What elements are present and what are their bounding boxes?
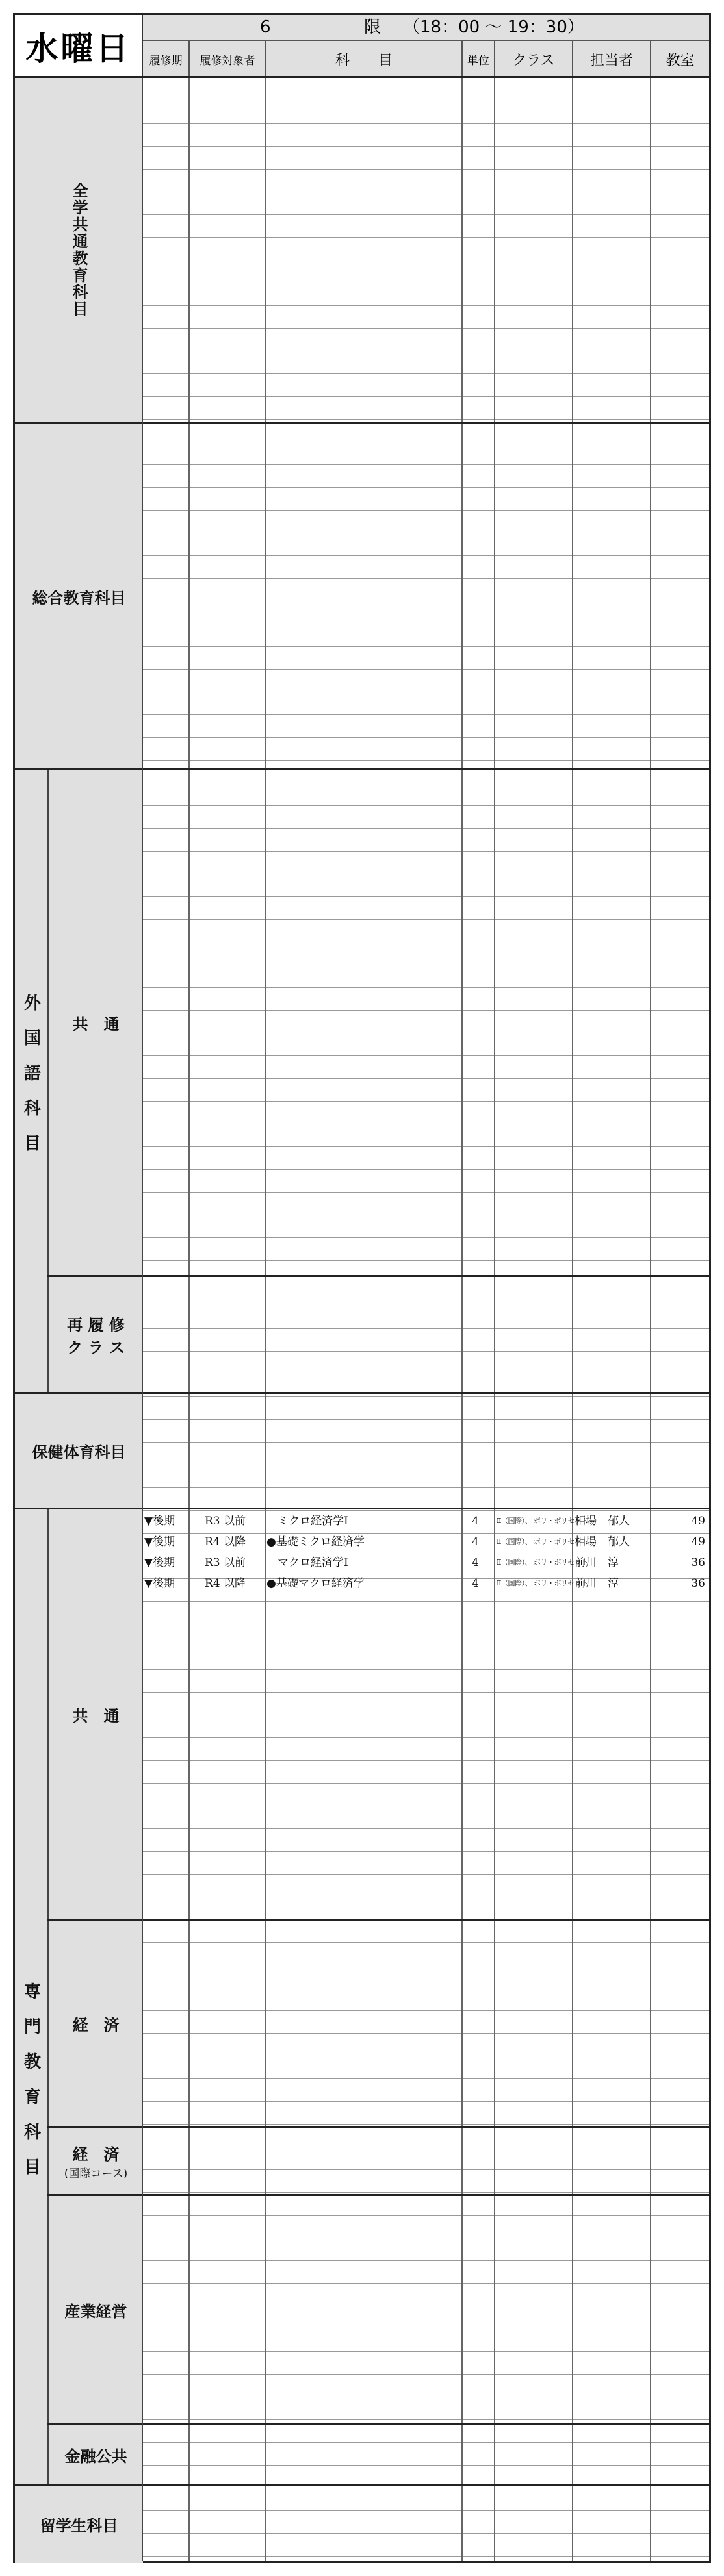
grid-row-line (143, 1237, 709, 1238)
course-teacher: 前川 淳 (575, 1577, 619, 1590)
grid-row-line (143, 419, 709, 420)
section-senmon-kyotsu: 共 通 (49, 1509, 143, 1919)
grid-row-line (143, 2010, 709, 2011)
grid-row-line (143, 214, 709, 215)
grid-column-line (572, 78, 573, 2561)
grid-row-line (143, 1760, 709, 1761)
course-row (143, 1511, 709, 1532)
section-gaikokugo: 外国語科目 (15, 770, 47, 1392)
grid-row-line (143, 1851, 709, 1852)
section-sogo: 総合教育科目 (15, 424, 143, 768)
course-list (143, 1509, 709, 1600)
course-units: 4 (472, 1577, 479, 1590)
grid-column-line (188, 78, 190, 2561)
grid-row-line (143, 1328, 709, 1329)
section-senmon: 専門教育科目 (15, 1509, 47, 2484)
grid-row-line (143, 510, 709, 511)
grid-row-line (143, 987, 709, 988)
grid-row-line (143, 1419, 709, 1420)
section-zengaku: 全学共通教育科目 (15, 78, 143, 422)
grid-row-line (143, 2192, 709, 2193)
day-title: 水曜日 (15, 15, 143, 77)
period-bar (143, 15, 709, 41)
grid-row-line (143, 123, 709, 124)
col-semester: 履修期 (143, 41, 188, 77)
course-room: 36 (691, 1577, 705, 1590)
grid-row-line (143, 1010, 709, 1011)
section-senmon-kinyu: 金融公共 (49, 2425, 143, 2484)
course-room: 49 (691, 1535, 705, 1548)
col-room: 教室 (650, 41, 709, 77)
grid-row-line (143, 146, 709, 147)
course-subject: ●基礎マクロ経済学 (266, 1577, 365, 1590)
course-target: R4 以降 (205, 1577, 246, 1590)
period-time: （18：00 〜 19：30） (403, 18, 584, 37)
course-teacher: 相場 郁人 (575, 1535, 630, 1548)
grid-row-line (143, 2419, 709, 2420)
grid-row-line (143, 2033, 709, 2034)
grid-column-line (494, 78, 495, 2561)
grid-row-line (143, 2533, 709, 2534)
grid-row-line (143, 2351, 709, 2352)
period-kanji: 限 (364, 18, 381, 37)
course-semester: ▼後期 (144, 1577, 175, 1590)
grid-column-line (650, 78, 651, 2561)
grid-row-line (143, 1692, 709, 1693)
grid-row-line (143, 328, 709, 329)
grid-row-line (143, 2169, 709, 2170)
course-subject: マクロ経済学Ⅰ (266, 1556, 348, 1569)
course-semester: ▼後期 (144, 1535, 175, 1548)
grid-row-line (143, 1260, 709, 1261)
course-units: 4 (472, 1556, 479, 1569)
section-ryugakusei: 留学生科目 (15, 2486, 143, 2563)
grid-row-line (143, 1828, 709, 1829)
col-teacher: 担当者 (572, 41, 650, 77)
grid-row-line (143, 851, 709, 852)
grid-row-line (143, 737, 709, 738)
section-senmon-keizai: 経 済 (49, 1921, 143, 2126)
col-class: クラス (494, 41, 572, 77)
grid-row-line (143, 1737, 709, 1738)
course-teacher: 相場 郁人 (575, 1515, 630, 1528)
course-units: 4 (472, 1515, 479, 1528)
grid-row-line (143, 487, 709, 488)
schedule-grid (143, 78, 709, 2561)
section-senmon-sangyo: 産業経営 (49, 2196, 143, 2423)
sairishu-line1: 再 履 修 (67, 1315, 125, 1334)
grid-row-line (143, 2556, 709, 2557)
period-number: 6 (260, 18, 271, 37)
course-room: 36 (691, 1556, 705, 1569)
grid-row-line (143, 714, 709, 715)
col-subject: 科 目 (265, 41, 461, 77)
sairishu-line2: ク ラ ス (67, 1338, 125, 1357)
grid-row-line (143, 669, 709, 670)
grid-row-line (143, 2510, 709, 2511)
grid-row-line (143, 805, 709, 806)
col-units: 単位 (461, 41, 494, 77)
grid-row-line (143, 1396, 709, 1397)
grid-row-line (143, 1078, 709, 1079)
course-subject: ミクロ経済学Ⅰ (266, 1515, 348, 1528)
grid-row-line (143, 2215, 709, 2216)
grid-column-line (265, 78, 266, 2561)
grid-row-line (143, 2374, 709, 2375)
course-semester: ▼後期 (144, 1556, 175, 1569)
grid-row-line (143, 1442, 709, 1443)
course-class: Ⅱ（国際）、 ポリ・ポリセット (497, 1517, 588, 1525)
course-room: 49 (691, 1515, 705, 1528)
grid-row-line (143, 1055, 709, 1056)
grid-row-line (143, 2101, 709, 2102)
course-row (143, 1573, 709, 1594)
course-row (143, 1532, 709, 1552)
col-target: 履修対象者 (188, 41, 265, 77)
course-class: Ⅱ（国際）、 ポリ・ポリセット (497, 1579, 588, 1587)
grid-row-line (143, 396, 709, 397)
grid-row-line (143, 2260, 709, 2261)
grid-column-line (461, 78, 463, 2561)
grid-row-line (143, 1783, 709, 1784)
course-target: R3 以前 (205, 1556, 246, 1569)
grid-row-line (143, 919, 709, 920)
section-gaikokugo-kyotsu: 共 通 (49, 770, 143, 1275)
grid-row-line (143, 555, 709, 556)
grid-row-line (143, 828, 709, 829)
course-teacher: 前川 淳 (575, 1556, 619, 1569)
course-row (143, 1552, 709, 1573)
grid-row-line (143, 2465, 709, 2466)
grid-row-line (143, 2124, 709, 2125)
grid-row-line (143, 1487, 709, 1488)
timetable-sheet (13, 13, 711, 2563)
grid-row-line (143, 646, 709, 647)
grid-row-line (143, 1601, 709, 1602)
course-subject: ●基礎ミクロ経済学 (266, 1535, 365, 1548)
grid-row-line (143, 1146, 709, 1147)
grid-row-line (143, 1874, 709, 1875)
course-target: R4 以降 (205, 1535, 246, 1548)
grid-row-line (143, 1942, 709, 1943)
grid-row-line (143, 2283, 709, 2284)
grid-row-line (143, 1169, 709, 1170)
grid-row-line (143, 1669, 709, 1670)
section-gaikokugo-sairishu (49, 1277, 143, 1392)
grid-row-line (143, 1101, 709, 1102)
grid-row-line (143, 1192, 709, 1193)
grid-row-line (143, 1351, 709, 1352)
grid-row-line (143, 760, 709, 761)
course-units: 4 (472, 1535, 479, 1548)
grid-row-line (143, 2442, 709, 2443)
grid-row-line (143, 2078, 709, 2079)
grid-row-line (143, 464, 709, 465)
course-target: R3 以前 (205, 1515, 246, 1528)
section-senmon-kokusai (49, 2128, 143, 2194)
course-semester: ▼後期 (144, 1515, 175, 1528)
grid-row-line (143, 896, 709, 897)
kokusai-line2: (国際コース) (64, 2167, 128, 2180)
table-header (15, 15, 709, 77)
course-class: Ⅱ（国際）、 ポリ・ポリセット (497, 1558, 588, 1567)
section-hoken: 保健体育科目 (15, 1394, 143, 1508)
grid-row-line (143, 578, 709, 579)
course-class: Ⅱ（国際）、 ポリ・ポリセット (497, 1537, 588, 1546)
grid-row-line (143, 169, 709, 170)
grid-row-line (143, 373, 709, 374)
grid-row-line (143, 305, 709, 306)
grid-row-line (143, 237, 709, 238)
kokusai-line1: 経 済 (72, 2145, 120, 2164)
